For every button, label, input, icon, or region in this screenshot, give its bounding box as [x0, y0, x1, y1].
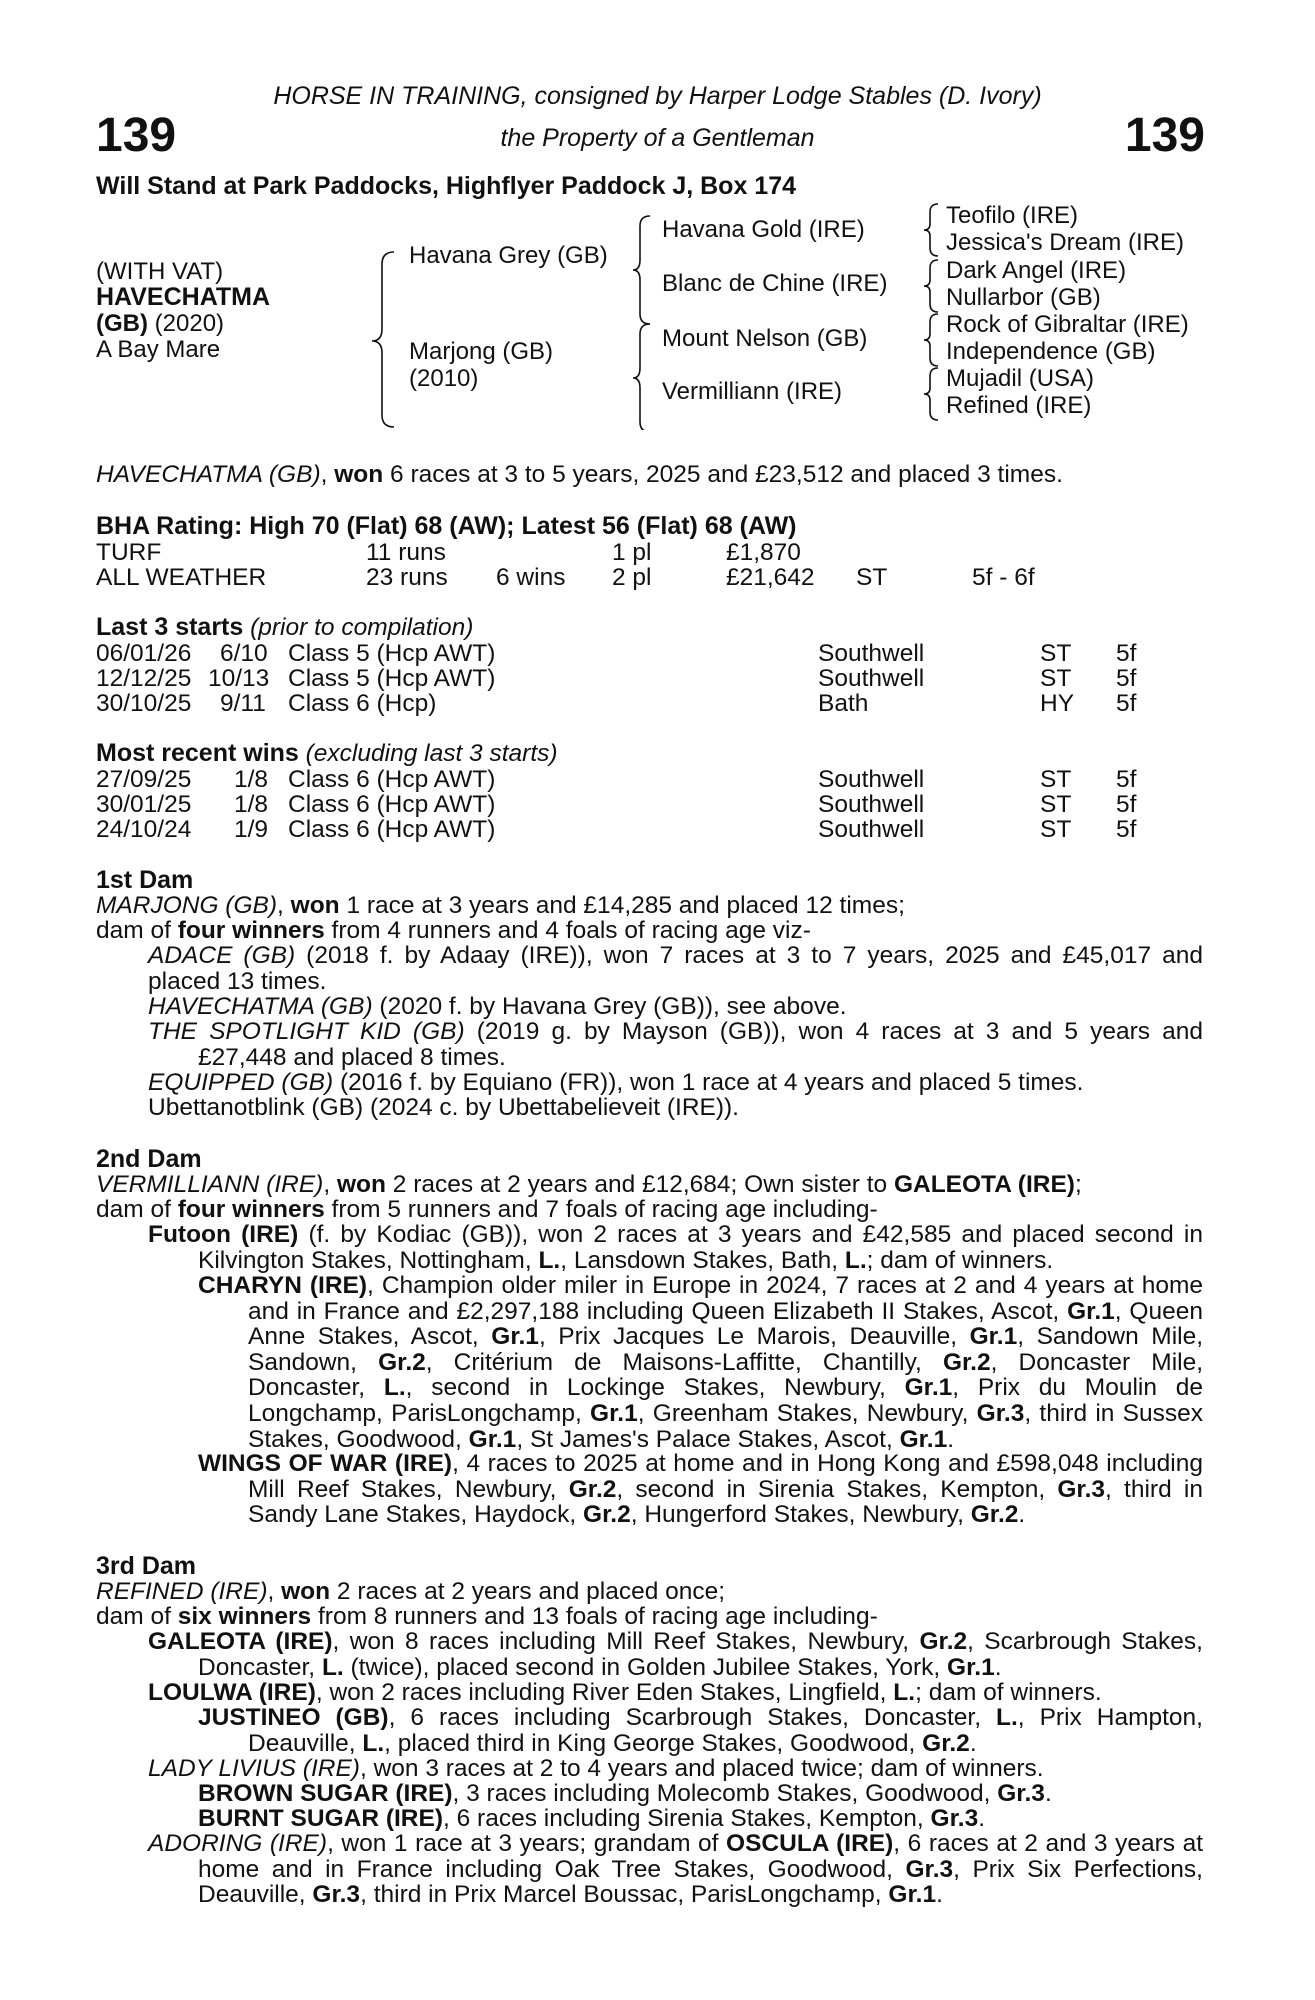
sire-dam: Blanc de Chine (IRE)	[662, 270, 888, 297]
last-starts-note: (prior to compilation)	[250, 614, 474, 641]
gen3-1: Teofilo (IRE)	[946, 202, 1079, 229]
bha-runs: 23 runs	[366, 564, 448, 591]
bracket-g1	[924, 204, 938, 256]
win-going: ST	[1040, 766, 1072, 793]
third-dam-record: REFINED (IRE), won 2 races at 2 years and placed once;	[96, 1578, 726, 1605]
win-course: Southwell	[818, 791, 925, 818]
win-position: 1/8	[234, 791, 269, 818]
win-going: ST	[1040, 791, 1072, 818]
dam-dam: Vermilliann (IRE)	[662, 378, 843, 405]
start-going: ST	[1040, 665, 1072, 692]
offspring-ubettanotblink: Ubettanotblink (GB) (2024 c. by Ubettabelieveit (IRE)).	[148, 1094, 739, 1121]
summary-won: won	[334, 461, 384, 488]
first-dam-heading: 1st Dam	[96, 866, 194, 894]
offspring-galeota: GALEOTA (IRE), won 8 races including Mill Reef Stakes, Newbury, Gr.2, Scarbrough Stakes, Doncaster, L. (twice), placed second in Golden Jubilee Stakes, York, Gr.1.	[148, 1628, 1203, 1681]
grandoffspring-brown-sugar: BROWN SUGAR (IRE), 3 races including Molecomb Stakes, Goodwood, Gr.3.	[198, 1780, 1052, 1807]
dam-sire: Mount Nelson (GB)	[662, 325, 868, 352]
third-dam-produce: dam of six winners from 8 runners and 13 foals of racing age including-	[96, 1603, 878, 1630]
last-starts-title: Last 3 starts	[96, 613, 244, 641]
start-course: Bath	[818, 690, 869, 717]
win-distance: 5f	[1116, 766, 1137, 793]
second-dam-record: VERMILLIANN (IRE), won 2 races at 2 years and £12,684; Own sister to GALEOTA (IRE);	[96, 1171, 1082, 1198]
offspring-adoring: ADORING (IRE), won 1 race at 3 years; grandam of OSCULA (IRE), 6 races at 2 and 3 years at home and in France including Oak Tree Stakes, Goodwood, Gr.3, Prix Six Perfections, Deauville, Gr.3, third in Prix Marcel Boussac, ParisLongchamp, Gr.1.	[148, 1830, 1204, 1909]
start-distance: 5f	[1116, 690, 1137, 717]
start-position: 6/10	[220, 640, 268, 667]
win-date: 27/09/25	[96, 766, 192, 793]
offspring-loulwa: LOULWA (IRE), won 2 races including River Eden Stakes, Lingfield, L.; dam of winners.	[148, 1679, 1102, 1706]
bracket-g2	[924, 260, 938, 312]
bracket-g3	[924, 314, 938, 366]
lot-number-right: 139	[1124, 109, 1205, 162]
win-class: Class 6 (Hcp AWT)	[288, 766, 496, 793]
consignor-title: HORSE IN TRAINING, consigned by Harper Lodge Stables (D. Ivory)	[273, 82, 1042, 110]
horse-country: (GB)	[96, 310, 148, 337]
bracket-gen1	[372, 252, 394, 427]
grandoffspring-wings-of-war: WINGS OF WAR (IRE), 4 races to 2025 at home and in Hong Kong and £598,048 including Mill Reef Stakes, Newbury, Gr.2, second in Sirenia Stakes, Kempton, Gr.3, third in Sandy Lane Stakes, Haydock, Gr.2, Hungerford Stakes, Newbury, Gr.2.	[198, 1450, 1203, 1529]
start-distance: 5f	[1116, 640, 1137, 667]
lot-number-left: 139	[96, 109, 177, 162]
win-class: Class 6 (Hcp AWT)	[288, 791, 496, 818]
sire-sire: Havana Gold (IRE)	[662, 216, 865, 243]
bha-surface: TURF	[96, 539, 162, 566]
horse-description: A Bay Mare	[96, 336, 221, 363]
offspring-havechatma: HAVECHATMA (GB) (2020 f. by Havana Grey (GB)), see above.	[148, 993, 847, 1020]
bha-surface: ALL WEATHER	[96, 564, 267, 591]
win-going: ST	[1040, 816, 1072, 843]
start-going: HY	[1040, 690, 1075, 717]
dam: Marjong (GB)	[409, 338, 554, 365]
bha-prize: £1,870	[726, 539, 801, 566]
second-dam-produce: dam of four winners from 5 runners and 7 foals of racing age including-	[96, 1196, 878, 1223]
sire: Havana Grey (GB)	[409, 242, 608, 269]
third-dam-heading: 3rd Dam	[96, 1552, 197, 1580]
win-course: Southwell	[818, 816, 925, 843]
bha-placed: 1 pl	[612, 539, 652, 566]
start-class: Class 5 (Hcp AWT)	[288, 665, 496, 692]
second-dam-heading: 2nd Dam	[96, 1145, 202, 1173]
bracket-dam	[633, 324, 650, 430]
start-date: 06/01/26	[96, 640, 192, 667]
win-position: 1/8	[234, 766, 269, 793]
offspring-spotlight-kid: THE SPOTLIGHT KID (GB) (2019 g. by Mayson (GB)), won 4 races at 3 and 5 years and £27,448 and placed 8 times.	[148, 1018, 1204, 1071]
start-date: 12/12/25	[96, 665, 192, 692]
start-position: 9/11	[220, 690, 266, 717]
win-date: 24/10/24	[96, 816, 192, 843]
gen3-6: Independence (GB)	[946, 338, 1156, 365]
gen3-4: Nullarbor (GB)	[946, 284, 1101, 311]
start-position: 10/13	[208, 665, 270, 692]
offspring-lady-livius: LADY LIVIUS (IRE), won 3 races at 2 to 4 years and placed twice; dam of winners.	[148, 1755, 1044, 1782]
win-position: 1/9	[234, 816, 269, 843]
bha-prize: £21,642	[726, 564, 815, 591]
bracket-sire	[633, 216, 650, 324]
win-class: Class 6 (Hcp AWT)	[288, 816, 496, 843]
recent-wins-title: Most recent wins	[96, 739, 299, 767]
vat-note: (WITH VAT)	[96, 258, 224, 285]
recent-wins-heading	[96, 741, 558, 767]
first-dam-record: MARJONG (GB), won 1 race at 3 years and £14,285 and placed 12 times;	[96, 892, 905, 919]
offspring-adace: ADACE (GB) (2018 f. by Adaay (IRE)), won 7 races at 3 to 7 years, 2025 and £45,017 and placed 13 times.	[148, 942, 1203, 995]
gen3-5: Rock of Gibraltar (IRE)	[946, 311, 1189, 338]
bha-rating-heading: BHA Rating: High 70 (Flat) 68 (AW); Latest 56 (Flat) 68 (AW)	[96, 512, 797, 540]
bha-distance: 5f - 6f	[972, 564, 1035, 591]
bracket-g4	[924, 368, 938, 420]
gen3-3: Dark Angel (IRE)	[946, 257, 1127, 284]
win-course: Southwell	[818, 766, 925, 793]
dam-year: (2010)	[409, 365, 479, 392]
race-summary: HAVECHATMA (GB), won 6 races at 3 to 5 years, 2025 and £23,512 and placed 3 times.	[96, 461, 1063, 488]
summary-rest: 6 races at 3 to 5 years, 2025 and £23,512 and placed 3 times.	[383, 461, 1063, 488]
gen3-7: Mujadil (USA)	[946, 365, 1095, 392]
summary-name: HAVECHATMA (GB)	[96, 461, 321, 488]
bha-going: ST	[856, 564, 888, 591]
bha-wins: 6 wins	[496, 564, 566, 591]
grandoffspring-justineo: JUSTINEO (GB), 6 races including Scarbrough Stakes, Doncaster, L., Prix Hampton, Deauville, L., placed third in King George Stakes, Goodwood, Gr.2.	[198, 1704, 1203, 1757]
win-distance: 5f	[1116, 791, 1137, 818]
start-date: 30/10/25	[96, 690, 192, 717]
grandoffspring-charyn: CHARYN (IRE), Champion older miler in Europe in 2024, 7 races at 2 and 4 years at home and in France and £2,297,188 including Queen Elizabeth II Stakes, Ascot, Gr.1, Queen Anne Stakes, Ascot, Gr.1, Prix Jacques Le Marois, Deauville, Gr.1, Sandown Mile, Sandown, Gr.2, Critérium de Maisons-Laffitte, Chantilly, Gr.2, Doncaster Mile, Doncaster, L., second in Lockinge Stakes, Newbury, Gr.1, Prix du Moulin de Longchamp, ParisLongchamp, Gr.1, Greenham Stakes, Newbury, Gr.3, third in Sussex Stakes, Goodwood, Gr.1, St James's Palace Stakes, Ascot, Gr.1.	[198, 1272, 1204, 1453]
start-class: Class 6 (Hcp)	[288, 690, 437, 717]
gen3-8: Refined (IRE)	[946, 392, 1092, 419]
property-subtitle: the Property of a Gentleman	[500, 124, 815, 152]
win-distance: 5f	[1116, 816, 1137, 843]
bha-runs: 11 runs	[366, 539, 446, 566]
start-class: Class 5 (Hcp AWT)	[288, 640, 496, 667]
first-dam-name: MARJONG (GB)	[96, 892, 278, 919]
stand-location: Will Stand at Park Paddocks, Highflyer Paddock J, Box 174	[96, 172, 796, 200]
start-course: Southwell	[818, 640, 925, 667]
start-distance: 5f	[1116, 665, 1137, 692]
horse-name: HAVECHATMA	[96, 283, 271, 311]
last-starts-heading	[96, 615, 473, 641]
recent-wins-note: (excluding last 3 starts)	[305, 740, 558, 767]
bha-placed: 2 pl	[612, 564, 652, 591]
first-dam-produce: dam of four winners from 4 runners and 4 foals of racing age viz-	[96, 917, 811, 944]
start-going: ST	[1040, 640, 1072, 667]
horse-year: (2020)	[154, 310, 225, 337]
offspring-equipped: EQUIPPED (GB) (2016 f. by Equiano (FR)), won 1 race at 4 years and placed 5 times.	[148, 1069, 1084, 1096]
gen3-2: Jessica's Dream (IRE)	[946, 229, 1184, 256]
start-course: Southwell	[818, 665, 925, 692]
grandoffspring-burnt-sugar: BURNT SUGAR (IRE), 6 races including Sirenia Stakes, Kempton, Gr.3.	[198, 1805, 986, 1832]
offspring-futoon: Futoon (IRE) (f. by Kodiac (GB)), won 2 races at 3 years and £42,585 and placed second in Kilvington Stakes, Nottingham, L., Lansdown Stakes, Bath, L.; dam of winners.	[148, 1221, 1203, 1274]
win-date: 30/01/25	[96, 791, 192, 818]
